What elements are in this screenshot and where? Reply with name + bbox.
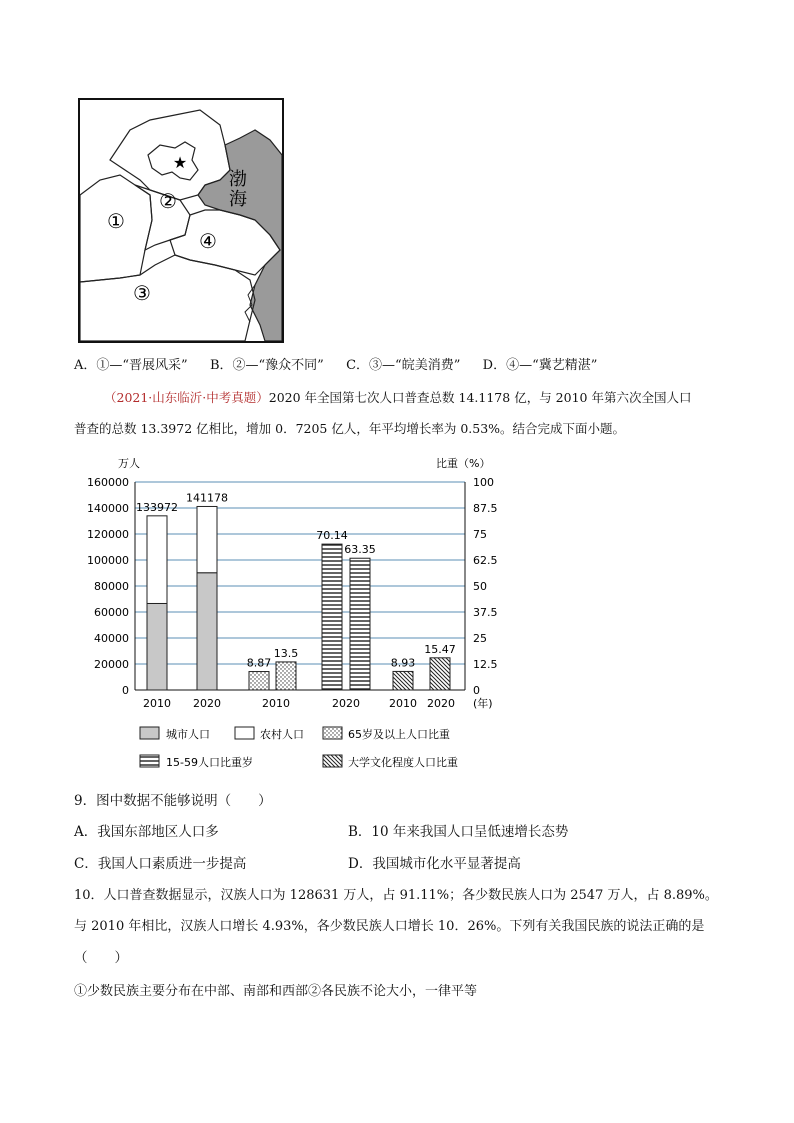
bar-1559-ratio [322,544,342,690]
legend-label-rural: 农村人口 [260,728,304,741]
q10-line-1: 10．人口普查数据显示，汉族人口为 128631 万人，占 91.11%；各少数民族人口为 2547 万人，占 8.89%。 [74,888,718,903]
legend-swatch-1559 [140,755,159,767]
option-a: A．①—“晋展风采” [74,358,188,373]
x-tick-label: 2020 [427,697,455,710]
legend-label-1559: 15-59人口比重岁 [166,756,253,769]
map-label-1: ① [107,209,125,233]
legend-swatch-college [323,755,342,767]
options-line [74,356,597,376]
x-tick-label: 2010 [262,697,290,710]
right-tick-label: 75 [473,528,487,541]
x-tick-label: 2020 [193,697,221,710]
left-tick-label: 120000 [87,528,129,541]
legend-label-urban: 城市人口 [166,728,210,741]
right-tick-label: 37.5 [473,606,498,619]
q9-option-a: A．我国东部地区人口多 [74,824,219,840]
chart-legend [140,727,458,769]
option-d: D．④—“冀艺精湛” [482,358,598,373]
q9-option-b: B．10 年来我国人口呈低速增长态势 [348,824,569,840]
q10-line-4: ①少数民族主要分布在中部、南部和西部②各民族不论大小，一律平等 [74,984,478,999]
right-tick-label: 50 [473,580,487,593]
intro-text-1: 2020 年全国第七次人口普查总数 14.1178 亿，与 2010 年第六次全国人口 [268,390,692,405]
q9-stem: 9．图中数据不能够说明（ ） [74,793,272,809]
bar-1559-ratio [350,558,370,690]
q9-option-c: C．我国人口素质进一步提高 [74,856,247,872]
population-chart [80,452,500,784]
x-tick-label: 2010 [389,697,417,710]
bar-value-label: 15.47 [424,642,456,656]
x-tick-label: 2020 [332,697,360,710]
sea-label: 海 [229,189,247,210]
right-tick-label: 0 [473,684,480,697]
left-tick-label: 0 [122,684,129,697]
intro-line-2: 普查的总数 13.3972 亿相比，增加 0．7205 亿人，年平均增长率为 0.53%。结合完成下面小题。 [74,421,626,436]
left-tick-label: 160000 [87,476,129,489]
bar-value-label: 70.14 [316,529,348,543]
map-label-2: ② [159,189,177,213]
bar-65-ratio [276,662,296,690]
bar-total-label: 133972 [136,500,178,514]
province-map [78,98,284,343]
bar-urban [197,573,217,690]
left-tick-label: 20000 [94,658,129,671]
bar-rural [197,506,217,572]
right-axis-label: 比重（%） [436,457,491,470]
right-tick-label: 87.5 [473,502,498,515]
legend-swatch-urban [140,727,159,739]
map-label-4: ④ [199,229,217,253]
bar-total-label: 141178 [186,491,228,505]
sea-label: 渤 [229,169,247,190]
left-axis-label: 万人 [118,457,140,470]
map-svg [80,100,282,341]
x-unit-label: (年) [473,697,493,710]
bar-urban [147,603,167,690]
option-c: C．③—“皖美消费” [346,358,461,373]
star-icon: ★ [172,153,188,172]
bar-college-ratio [430,658,450,690]
bar-college-ratio [393,671,413,690]
left-tick-label: 100000 [87,554,129,567]
legend-swatch-65 [323,727,342,739]
bar-value-label: 63.35 [344,543,376,557]
legend-label-65: 65岁及以上人口比重 [348,728,450,741]
bar-value-label: 13.5 [273,646,299,660]
q10-line-2: 与 2010 年相比，汉族人口增长 4.93%，各少数民族人口增长 10．26%。下列有关我国民族的说法正确的是 [74,919,705,934]
right-tick-label: 62.5 [473,554,498,567]
map-label-3: ③ [133,281,151,305]
intro-line-1 [104,388,691,408]
left-tick-label: 60000 [94,606,129,619]
left-tick-label: 140000 [87,502,129,515]
option-b: B．②—“豫众不同” [209,358,324,373]
bar-value-label: 8.93 [390,656,416,670]
bar-value-label: 8.87 [246,656,272,670]
x-tick-label: 2010 [143,697,171,710]
source-tag: （2021·山东临沂·中考真题） [104,390,269,405]
region-border [80,255,255,341]
chart-grid [135,482,465,664]
legend-label-college: 大学文化程度人口比重 [348,756,458,769]
q9-option-d: D．我国城市化水平显著提高 [348,856,521,872]
right-tick-label: 25 [473,632,487,645]
right-tick-label: 12.5 [473,658,498,671]
bar-65-ratio [249,672,269,690]
left-tick-label: 40000 [94,632,129,645]
right-tick-label: 100 [473,476,494,489]
q10-line-3: （ ） [74,950,128,966]
left-tick-label: 80000 [94,580,129,593]
legend-swatch-rural [235,727,254,739]
bar-rural [147,516,167,604]
